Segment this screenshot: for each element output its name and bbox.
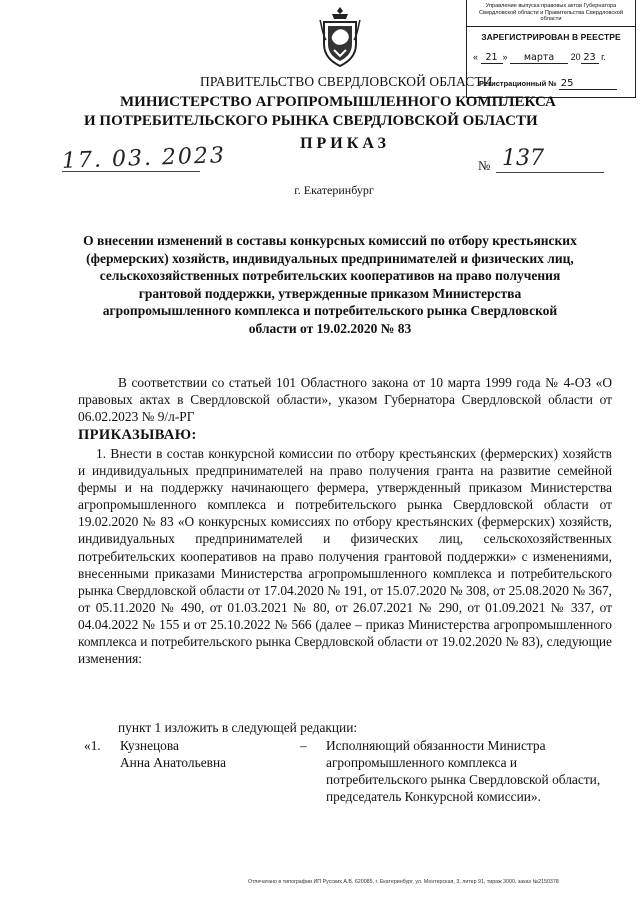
preamble-paragraph: В соответствии со статьей 101 Областного закона от 10 марта 1999 года № 4-ОЗ «О правовых актах в Свердловской области», указом Губернатора Свердловской области от 06.02.2023 № 9/л-РГ bbox=[78, 375, 612, 425]
stamp-reg-number: 25 bbox=[559, 78, 617, 90]
stamp-title: ЗАРЕГИСТРИРОВАН В РЕЕСТРЕ bbox=[481, 31, 621, 42]
document-title: О внесении изменений в составы конкурсных комиссий по отбору крестьянских (фермерских) хозяйств, индивидуальных предпринимателей и физических лиц, сельскохозяйственных потребительских кооперативов на право получения грантовой поддержки, утвержденные приказом Министерства агропромышленного комплекса и потребительского рынка Свердловской области от 19.02.2020 № 83 bbox=[83, 233, 577, 336]
stamp-day: 21 bbox=[481, 52, 503, 64]
stamp-year-suffix: 23 bbox=[581, 52, 599, 64]
document-type: ПРИКАЗ bbox=[300, 135, 390, 152]
stamp-reg-label: Регистрационный № bbox=[479, 79, 557, 88]
stamp-close-quote: » bbox=[502, 52, 508, 62]
ministry-name-line1: МИНИСТЕРСТВО АГРОПРОМЫШЛЕННОГО КОМПЛЕКСА bbox=[120, 94, 556, 110]
entry-number: «1. bbox=[84, 738, 101, 753]
item-1-paragraph: 1. Внести в состав конкурсной комиссии по отбору крестьянских (фермерских) хозяйств и индивидуальных предпринимателей на право получения гранта на развитие семейной фермы и на поддержку начинающего фермера, утвержденный приказом Министерства агропромышленного комплекса и потребительского рынка Свердловской области от 19.02.2020 № 83 «О конкурсных комиссиях по отбору крестьянских (фермерских) хозяйств, индивидуальных предпринимателей и физических лиц, сельскохозяйственных потребительских кооперативов на право получения грантовой поддержки» с изменениями, внесенными приказами Министерства агропромышленного комплекса и потребительского рынка Свердловской области от 17.04.2020 № 191, от 15.07.2020 № 308, от 25.08.2020 № 367, от 05.11.2020 № 490, от 01.03.2021 № 80, от 26.07.2021 № 290, от 01.09.2021 № 337, от 04.04.2022 № 155 и от 25.10.2022 № 566 (далее – приказ Министерства агропромышленного комплекса и потребительского рынка Свердловской области от 19.02.2020 № 83), следующие изменения: bbox=[78, 446, 612, 667]
stamp-date-row bbox=[473, 52, 633, 64]
subitem-paragraph: пункт 1 изложить в следующей редакции: bbox=[118, 720, 358, 735]
coat-of-arms-icon bbox=[318, 6, 362, 70]
handwritten-date: 17. 03. 2023 bbox=[61, 143, 227, 174]
stamp-open-quote: « bbox=[473, 52, 479, 62]
entry-dash: – bbox=[300, 738, 307, 753]
entry-person-name bbox=[120, 737, 290, 771]
number-underline bbox=[496, 172, 604, 173]
ministry-name-line2: И ПОТРЕБИТЕЛЬСКОГО РЫНКА СВЕРДЛОВСКОЙ ОБЛАСТИ bbox=[84, 113, 538, 129]
handwritten-number: 137 bbox=[502, 146, 544, 171]
stamp-reg-row bbox=[479, 78, 617, 90]
order-word: ПРИКАЗЫВАЮ: bbox=[78, 427, 197, 443]
stamp-month: марта bbox=[510, 52, 568, 64]
stamp-year-prefix: 20 bbox=[570, 52, 581, 62]
government-name: ПРАВИТЕЛЬСТВО СВЕРДЛОВСКОЙ ОБЛАСТИ bbox=[200, 74, 493, 89]
stamp-year-unit: г. bbox=[601, 52, 606, 62]
city: г. Екатеринбург bbox=[294, 183, 374, 197]
entry-given-names: Анна Анатольевна bbox=[120, 755, 227, 771]
stamp-header: Управление выпуска правовых актов Губернатора Свердловской области и Правительства Свердловской области bbox=[467, 0, 635, 27]
number-label: № bbox=[478, 158, 491, 173]
entry-surname: Кузнецова bbox=[120, 738, 179, 753]
date-underline bbox=[62, 171, 200, 172]
print-footer: Отпечатано в типографии ИП Русских А.В. 620085, г. Екатеринбург, ул. Монтерская, 3, литер 91, тираж 3000, заказ №2150378 bbox=[248, 879, 559, 885]
entry-role: Исполняющий обязанности Министра агропромышленного комплекса и потребительского рынка Свердловской области, председатель Конкурсной комиссии». bbox=[326, 738, 601, 805]
